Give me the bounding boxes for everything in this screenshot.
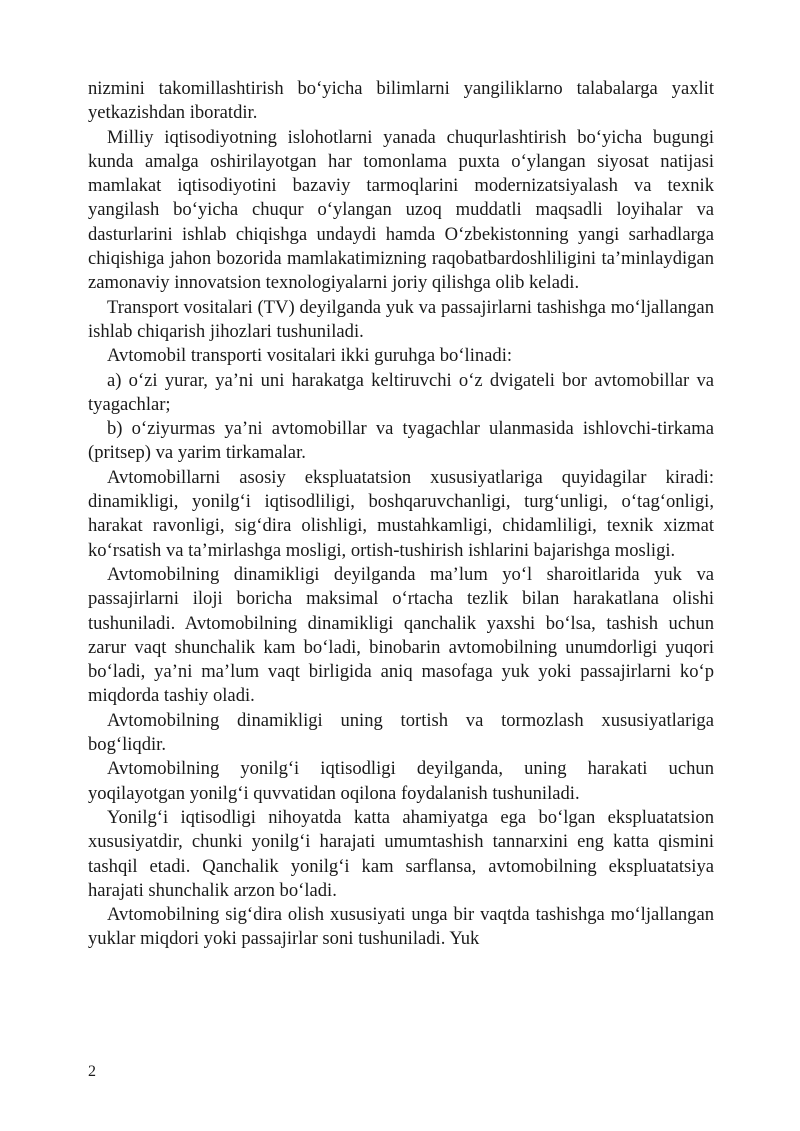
page-number: 2 [88,1063,96,1080]
page-body [88,77,714,952]
paragraph-8: Avtomobilning dinamikligi deyilganda ma’lum yo‘l sharoitlarida yuk va passajirlarni iloji boricha maksimal o‘rtacha tezlik bilan harakatlana olishi tushuniladi. Avtomobilning dinamikligi qanchalik yaxshi bo‘lsa, tashish uchun zarur vaqt shunchalik kam bo‘ladi, binobarin avtomobilning unumdorligi yuqori bo‘ladi, ya’ni ma’lum vaqt birligida aniq masofaga yuk yoki passajirlarni ko‘p miqdorda tashiy oladi. [88,563,714,707]
paragraph-7: Avtomobillarni asosiy ekspluatatsion xususiyatlariga quyidagilar kiradi: dinamikligi, yonilg‘i iqtisodliligi, boshqaruvchanligi, turg‘unligi, o‘tag‘onligi, harakat ravonligi, sig‘dira olishligi, mustahkamligi, chidamliligi, texnik xizmat ko‘rsatish va ta’mirlashga mosligi, ortish-tushirish ishlarini bajarishga mosligi. [88,466,714,561]
paragraph-10: Avtomobilning yonilg‘i iqtisodligi deyilganda, uning harakati uchun yoqilayotgan yonilg‘i quvvatidan oqilona foydalanish tushuniladi. [88,758,714,804]
paragraph-5: a) o‘zi yurar, ya’ni uni harakatga keltiruvchi o‘z dvigateli bor avtomobillar va tyagachlar; [88,369,714,415]
paragraph-4: Avtomobil transporti vositalari ikki guruhga bo‘linadi: [107,345,513,367]
paragraph-9: Avtomobilning dinamikligi uning tortish va tormozlash xususiyatlariga bog‘liqdir. [88,709,714,756]
paragraph-11: Yonilg‘i iqtisodligi nihoyatda katta ahamiyatga ega bo‘lgan ekspluatatsion xususiyatdir, chunki yonilg‘i harajati umumtashish tannarxini eng katta qismini tashqil etadi. Qanchalik yonilg‘i kam sarflansa, avtomobilning ekspluatatsiya harajati shunchalik arzon bo‘ladi. [88,806,714,901]
paragraph-2: Milliy iqtisodiyotning islohotlarni yanada chuqurlashtirish bo‘yicha bugungi kunda amalga oshirilayotgan har tomonlama puxta o‘ylangan siyosat natijasi mamlakat iqtisodiyotini bazaviy tarmoqlarini modernizatsiyalash va texnik yangilash bo‘yicha chuqur o‘ylangan uzoq muddatli maqsadli loyihalar va dasturlarini ishlab chiqishga undaydi hamda O‘zbekistonning yangi sarhadlarga chiqishiga jahon bozorida mamlakatimizning raqobatbardoshliligini ta’minlaydigan zamonaviy innovatsion texnologiyalarni joriy qilishga olib keladi. [88,126,714,294]
paragraph-12: Avtomobilning sig‘dira olish xususiyati unga bir vaqtda tashishga mo‘ljallangan yuklar miqdori yoki passajirlar soni tushuniladi. Yuk [88,904,714,950]
paragraph-3: Transport vositalari (TV) deyilganda yuk va passajirlarni tashishga mo‘ljallangan ishlab chiqarish jihozlari tushuniladi. [88,296,714,342]
paragraph-1: nizmini takomillashtirish bo‘yicha bilimlarni yangiliklarno talabalarga yaxlit yetkazishdan iboratdir. [88,78,714,124]
paragraph-6: b) o‘ziyurmas ya’ni avtomobillar va tyagachlar ulanmasida ishlovchi-tirkama (pritsep) va yarim tirkamalar. [88,418,714,464]
